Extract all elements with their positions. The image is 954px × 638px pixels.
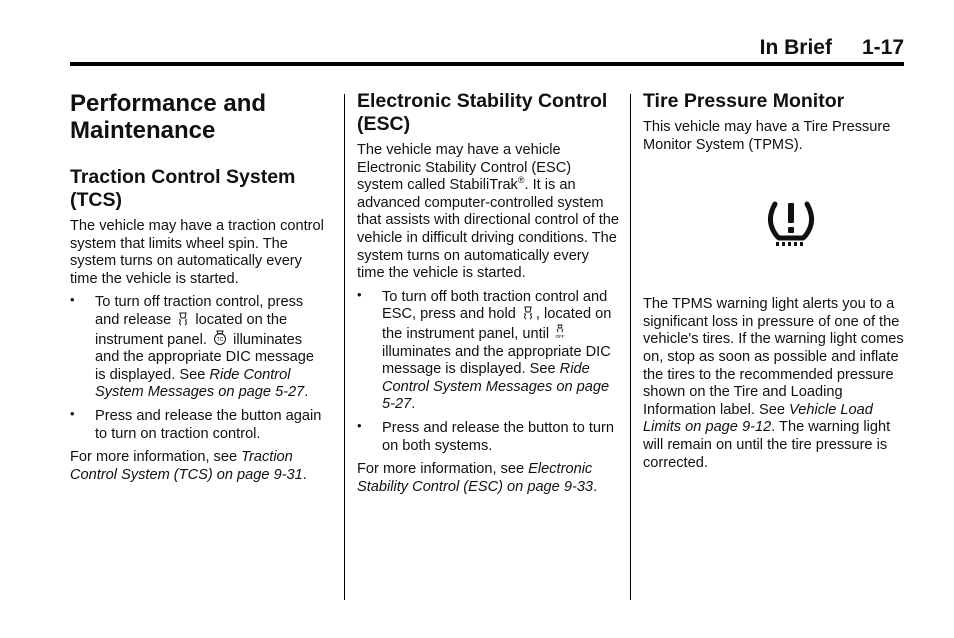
- column-esc: [357, 90, 619, 502]
- tpms-heading: Tire Pressure Monitor: [643, 90, 845, 112]
- cross-reference[interactable]: Ride Control System Messages on page 5-27: [382, 361, 610, 413]
- cross-reference[interactable]: Electronic Stability Control (ESC) on page 9-33: [357, 461, 594, 495]
- tcs-more-info: For more information, see Traction Control System (TCS) on page 9-31.: [70, 449, 307, 483]
- column-performance: [70, 90, 328, 490]
- tcs-intro: The vehicle may have a traction control system that limits wheel spin. The system turns on automatically every time the vehicle is started.: [70, 218, 324, 287]
- svg-text:OFF: OFF: [555, 333, 565, 339]
- header-text: [760, 36, 904, 60]
- esc-off-light-icon: [555, 324, 565, 340]
- section-name: In Brief: [759, 36, 832, 59]
- tpms-figure: [643, 168, 905, 288]
- esc-heading: Electronic Stability Control (ESC): [357, 90, 608, 135]
- traction-control-button-icon: [522, 306, 534, 320]
- registered-mark: ®: [517, 175, 525, 186]
- column-divider: [630, 94, 631, 600]
- column-tpms: [643, 90, 905, 478]
- list-item: • Press and release the button to turn on both systems.: [357, 417, 615, 454]
- cross-reference[interactable]: Traction Control System (TCS) on page 9-31: [70, 449, 303, 483]
- esc-bullets: [357, 286, 619, 455]
- tpms-body: The TPMS warning light alerts you to a significant loss in pressure of one of the vehicle's tires. If the warning light comes on, stop as soon as possible and inflate the tires to the recommended pressure shown on the Tire and Loading Information label. See Vehicle Load Limits on page 9-12. The warning light will remain on until the tire pressure is corrected.: [643, 296, 904, 471]
- tcs-bullets: [70, 294, 328, 443]
- list-item: • To turn off both traction control and ESC, press and hold , located on the instrument panel, until OFF illuminates and the appropriate DIC message is displayed. See Ride Control System Messages on page 5-27.: [357, 286, 612, 413]
- svg-text:TC: TC: [216, 336, 224, 343]
- cross-reference[interactable]: Ride Control System Messages on page 5-27: [95, 366, 305, 401]
- column-divider: [344, 94, 345, 600]
- page-header: [70, 34, 904, 64]
- traction-control-light-icon: [213, 330, 227, 346]
- esc-intro: The vehicle may have a vehicle Electronic Stability Control (ESC) system called StabiliTrak®. It is an advanced computer-controlled system that assists with directional control of the vehicle in difficult driving conditions. The system turns on automatically every time the vehicle is started.: [357, 142, 620, 282]
- list-item: • To turn off traction control, press and release located on the instrument panel. TC illuminates and the appropriate DIC message is displayed. See Ride Control System Messages on page 5-27.: [70, 292, 315, 401]
- traction-control-button-icon: [177, 312, 189, 326]
- header-rule: [70, 62, 904, 66]
- tire-pressure-warning-icon: [761, 196, 821, 252]
- cross-reference[interactable]: Vehicle Load Limits on page 9-12: [643, 401, 873, 436]
- page-title: Performance and Maintenance: [70, 90, 267, 144]
- page-number: 1-17: [861, 36, 904, 59]
- tpms-intro: This vehicle may have a Tire Pressure Monitor System (TPMS).: [643, 119, 891, 153]
- esc-more-info: For more information, see Electronic Stability Control (ESC) on page 9-33.: [357, 461, 598, 495]
- list-item: • Press and release the button again to turn on traction control.: [70, 405, 322, 442]
- tcs-heading: Traction Control System (TCS): [70, 166, 296, 211]
